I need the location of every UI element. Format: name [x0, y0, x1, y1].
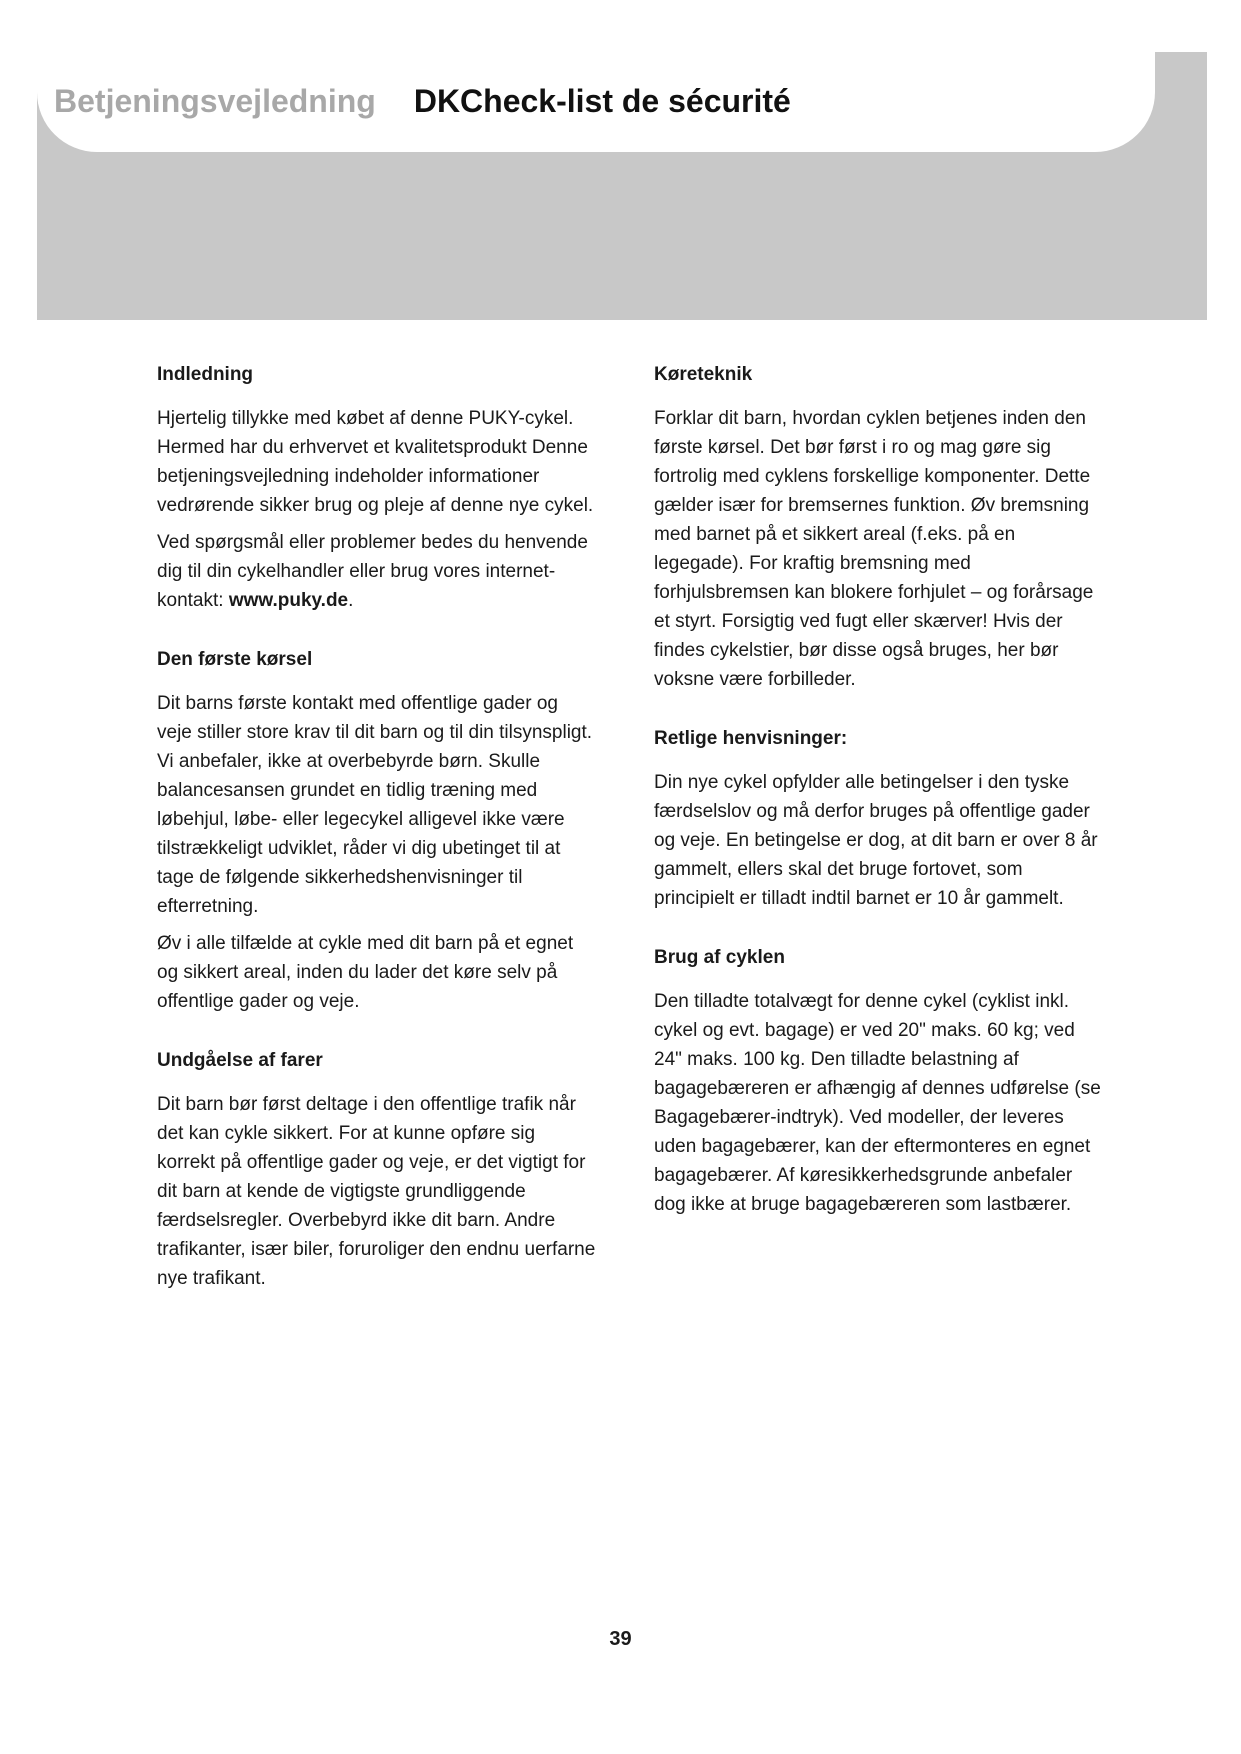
- website-link[interactable]: www.puky.de: [228, 590, 349, 611]
- section-bicycle-use: [654, 943, 1104, 1219]
- paragraph: Øv i alle tilfælde at cykle med dit barn på et egnet og sikkert areal, inden du lader det køre selv på offentlige gader og veje.: [157, 933, 574, 1012]
- page-title: DKCheck-list de sécurité: [413, 83, 791, 119]
- page-number: 39: [609, 1628, 632, 1650]
- section-riding-technique: [654, 360, 1104, 694]
- paragraph: Forklar dit barn, hvordan cyklen betjenes inden den første kørsel. Det bør først i ro og mag gøre sig fortrolig med cyklens forskellige komponenter. Dette gælder især for bremsernes funktion. Øv bremsning med barnet på et sikkert areal (f.eks. på en legegade). For kraftig bremsning med forhjulsbremsen kan blokere forhjulet – og forårsage et styrt. Forsigtig ved fugt eller skærver! Hvis der findes cykelstier, bør disse også bruges, her bør voksne være forbilleder.: [654, 408, 1094, 690]
- section-legal-notes: [654, 724, 1104, 913]
- right-column: [654, 360, 1104, 1249]
- paragraph: Dit barn bør først deltage i den offentlige trafik når det kan cykle sikkert. For at kunne opføre sig korrekt på offentlige gader og veje, er det vigtigt for dit barn at kende de vigtigste grundliggende færdselsregler. Overbebyrd ikke dit barn. Andre trafikanter, især biler, foruroliger den endnu uerfarne nye trafikant.: [157, 1094, 596, 1289]
- manual-title: Betjeningsvejledning: [54, 83, 376, 119]
- section-first-ride: [157, 645, 597, 1016]
- paragraph: Den tilladte totalvægt for denne cykel (cyklist inkl. cykel og evt. bagage) er ved 20" maks. 60 kg; ved 24" maks. 100 kg. Den tilladte belastning af bagagebæreren er afhængig af dennes udførelse (se Bagagebærer-indtryk). Ved modeller, der leveres uden bagagebærer, kan der eftermonteres en egnet bagagebærer. Af køresikkerhedsgrunde anbefaler dog ikke at bruge bagagebæreren som lastbærer.: [654, 991, 1101, 1215]
- section-heading: Brug af cyklen: [654, 947, 785, 968]
- section-heading: Indledning: [157, 364, 254, 385]
- section-heading: Retlige henvisninger:: [654, 728, 848, 749]
- contact-paragraph: [157, 528, 597, 615]
- paragraph: Din nye cykel opfylder alle betingelser i den tyske færdselslov og må derfor bruges på offentlige gader og veje. En betingelse er dog, at dit barn er over 8 år gammelt, ellers skal det bruge fortovet, som principielt er tilladt indtil barnet er 10 år gammelt.: [654, 772, 1098, 909]
- contact-end: .: [348, 590, 354, 611]
- left-column: [157, 360, 597, 1323]
- section-heading: Køreteknik: [654, 364, 753, 385]
- contact-text: Ved spørgsmål eller problemer bedes du henvende dig til din cykelhandler eller brug vores internet-kontakt:: [157, 532, 588, 611]
- section-avoiding-dangers: [157, 1046, 597, 1293]
- section-heading: Den første kørsel: [157, 649, 313, 670]
- section-heading: Undgåelse af farer: [157, 1050, 323, 1071]
- page-header: [54, 83, 791, 120]
- section-introduction: [157, 360, 597, 615]
- paragraph: Hjertelig tillykke med købet af denne PUKY-cykel. Hermed har du erhvervet et kvalitetsprodukt Denne betjeningsvejledning indeholder informationer vedrørende sikker brug og pleje af denne nye cykel.: [157, 408, 594, 516]
- paragraph: Dit barns første kontakt med offentlige gader og veje stiller store krav til dit barn og til din tilsynspligt. Vi anbefaler, ikke at overbebyrde børn. Skulle balancesansen grundet en tidlig træning med løbehjul, løbe- eller legecykel alligevel ikke være tilstrækkeligt udviklet, råder vi dig ubetinget til at tage de følgende sikkerhedshenvisninger til efterretning.: [157, 693, 593, 917]
